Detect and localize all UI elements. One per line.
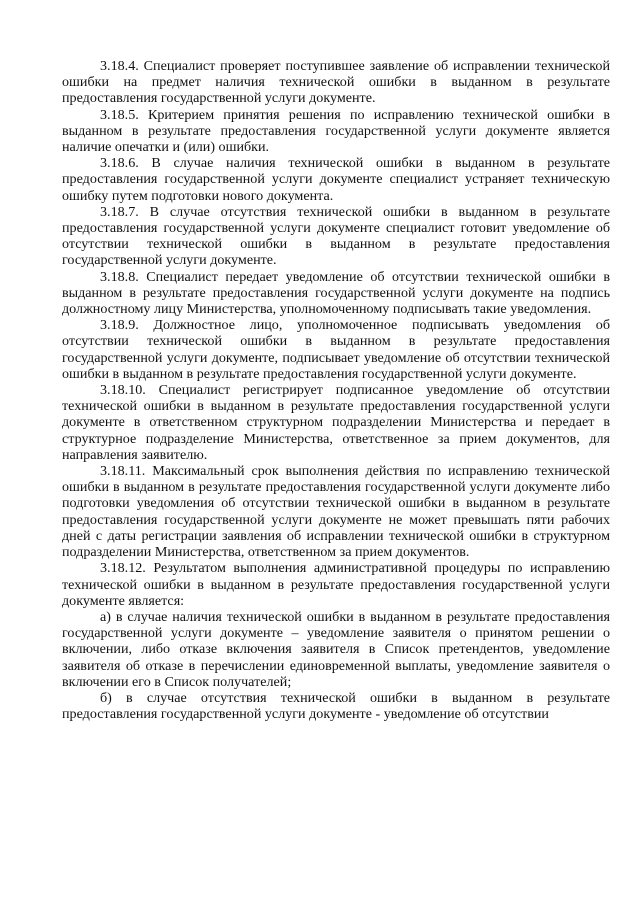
paragraph-3-18-11: 3.18.11. Максимальный срок выполнения действия по исправлению технической ошибки в выданном в результате предоставления государственной услуги документе либо подготовки уведомления об отсутствии технической ошибки в выданном в результате предоставления государственной услуги документе не может превышать пяти рабочих дней с даты регистрации заявления об исправлении технической ошибки в структурном подразделении Министерства, ответственном за прием документов. bbox=[62, 463, 610, 561]
paragraph-3-18-6: 3.18.6. В случае наличия технической ошибки в выданном в результате предоставления государственной услуги документе специалист устраняет техническую ошибку путем подготовки нового документа. bbox=[62, 155, 610, 204]
paragraph-3-18-7: 3.18.7. В случае отсутствия технической ошибки в выданном в результате предоставления государственной услуги документе специалист готовит уведомление об отсутствии технической ошибки в выданном в результате предоставления государственной услуги документе. bbox=[62, 203, 610, 269]
document-page bbox=[62, 58, 610, 722]
paragraph-3-18-10: 3.18.10. Специалист регистрирует подписанное уведомление об отсутствии технической ошибки в выданном в результате предоставления государственной услуги документе в ответственном структурном подразделении Министерства и передает в структурное подразделение Министерства, ответственное за прием документов, для направления заявителю. bbox=[62, 382, 610, 463]
paragraph-3-18-8: 3.18.8. Специалист передает уведомление об отсутствии технической ошибки в выданном в результате предоставления государственной услуги документе на подпись должностному лицу Министерства, уполномоченному подписывать такие уведомления. bbox=[62, 268, 610, 318]
paragraph-3-18-12: 3.18.12. Результатом выполнения административной процедуры по исправлению технической ошибки в выданном в результате предоставления государственной услуги документе является: bbox=[62, 560, 610, 609]
paragraph-3-18-5: 3.18.5. Критерием принятия решения по исправлению технической ошибки в выданном в результате предоставления государственной услуги документе является наличие опечатки и (или) ошибки. bbox=[62, 106, 610, 156]
paragraph-3-18-4: 3.18.4. Специалист проверяет поступившее заявление об исправлении технической ошибки на предмет наличия технической ошибки в выданном в результате предоставления государственной услуги документе. bbox=[62, 58, 610, 107]
paragraph-3-18-9: 3.18.9. Должностное лицо, уполномоченное подписывать уведомления об отсутствии технической ошибки в выданном в результате предоставления государственной услуги документе, подписывает уведомление об отсутствии технической ошибки в выданном в результате предоставления государственной услуги документе. bbox=[62, 317, 610, 382]
paragraph-item-b: б) в случае отсутствия технической ошибки в выданном в результате предоставления государственной услуги документе - уведомление об отсутствии bbox=[62, 689, 610, 723]
paragraph-item-a: а) в случае наличия технической ошибки в выданном в результате предоставления государственной услуги документе – уведомление заявителя о принятом решении о включении, либо отказе включения заявителя в Список претендентов, уведомление заявителя об отказе в перечислении единовременной выплаты, уведомление заявителя о включении его в Список получателей; bbox=[62, 608, 610, 690]
